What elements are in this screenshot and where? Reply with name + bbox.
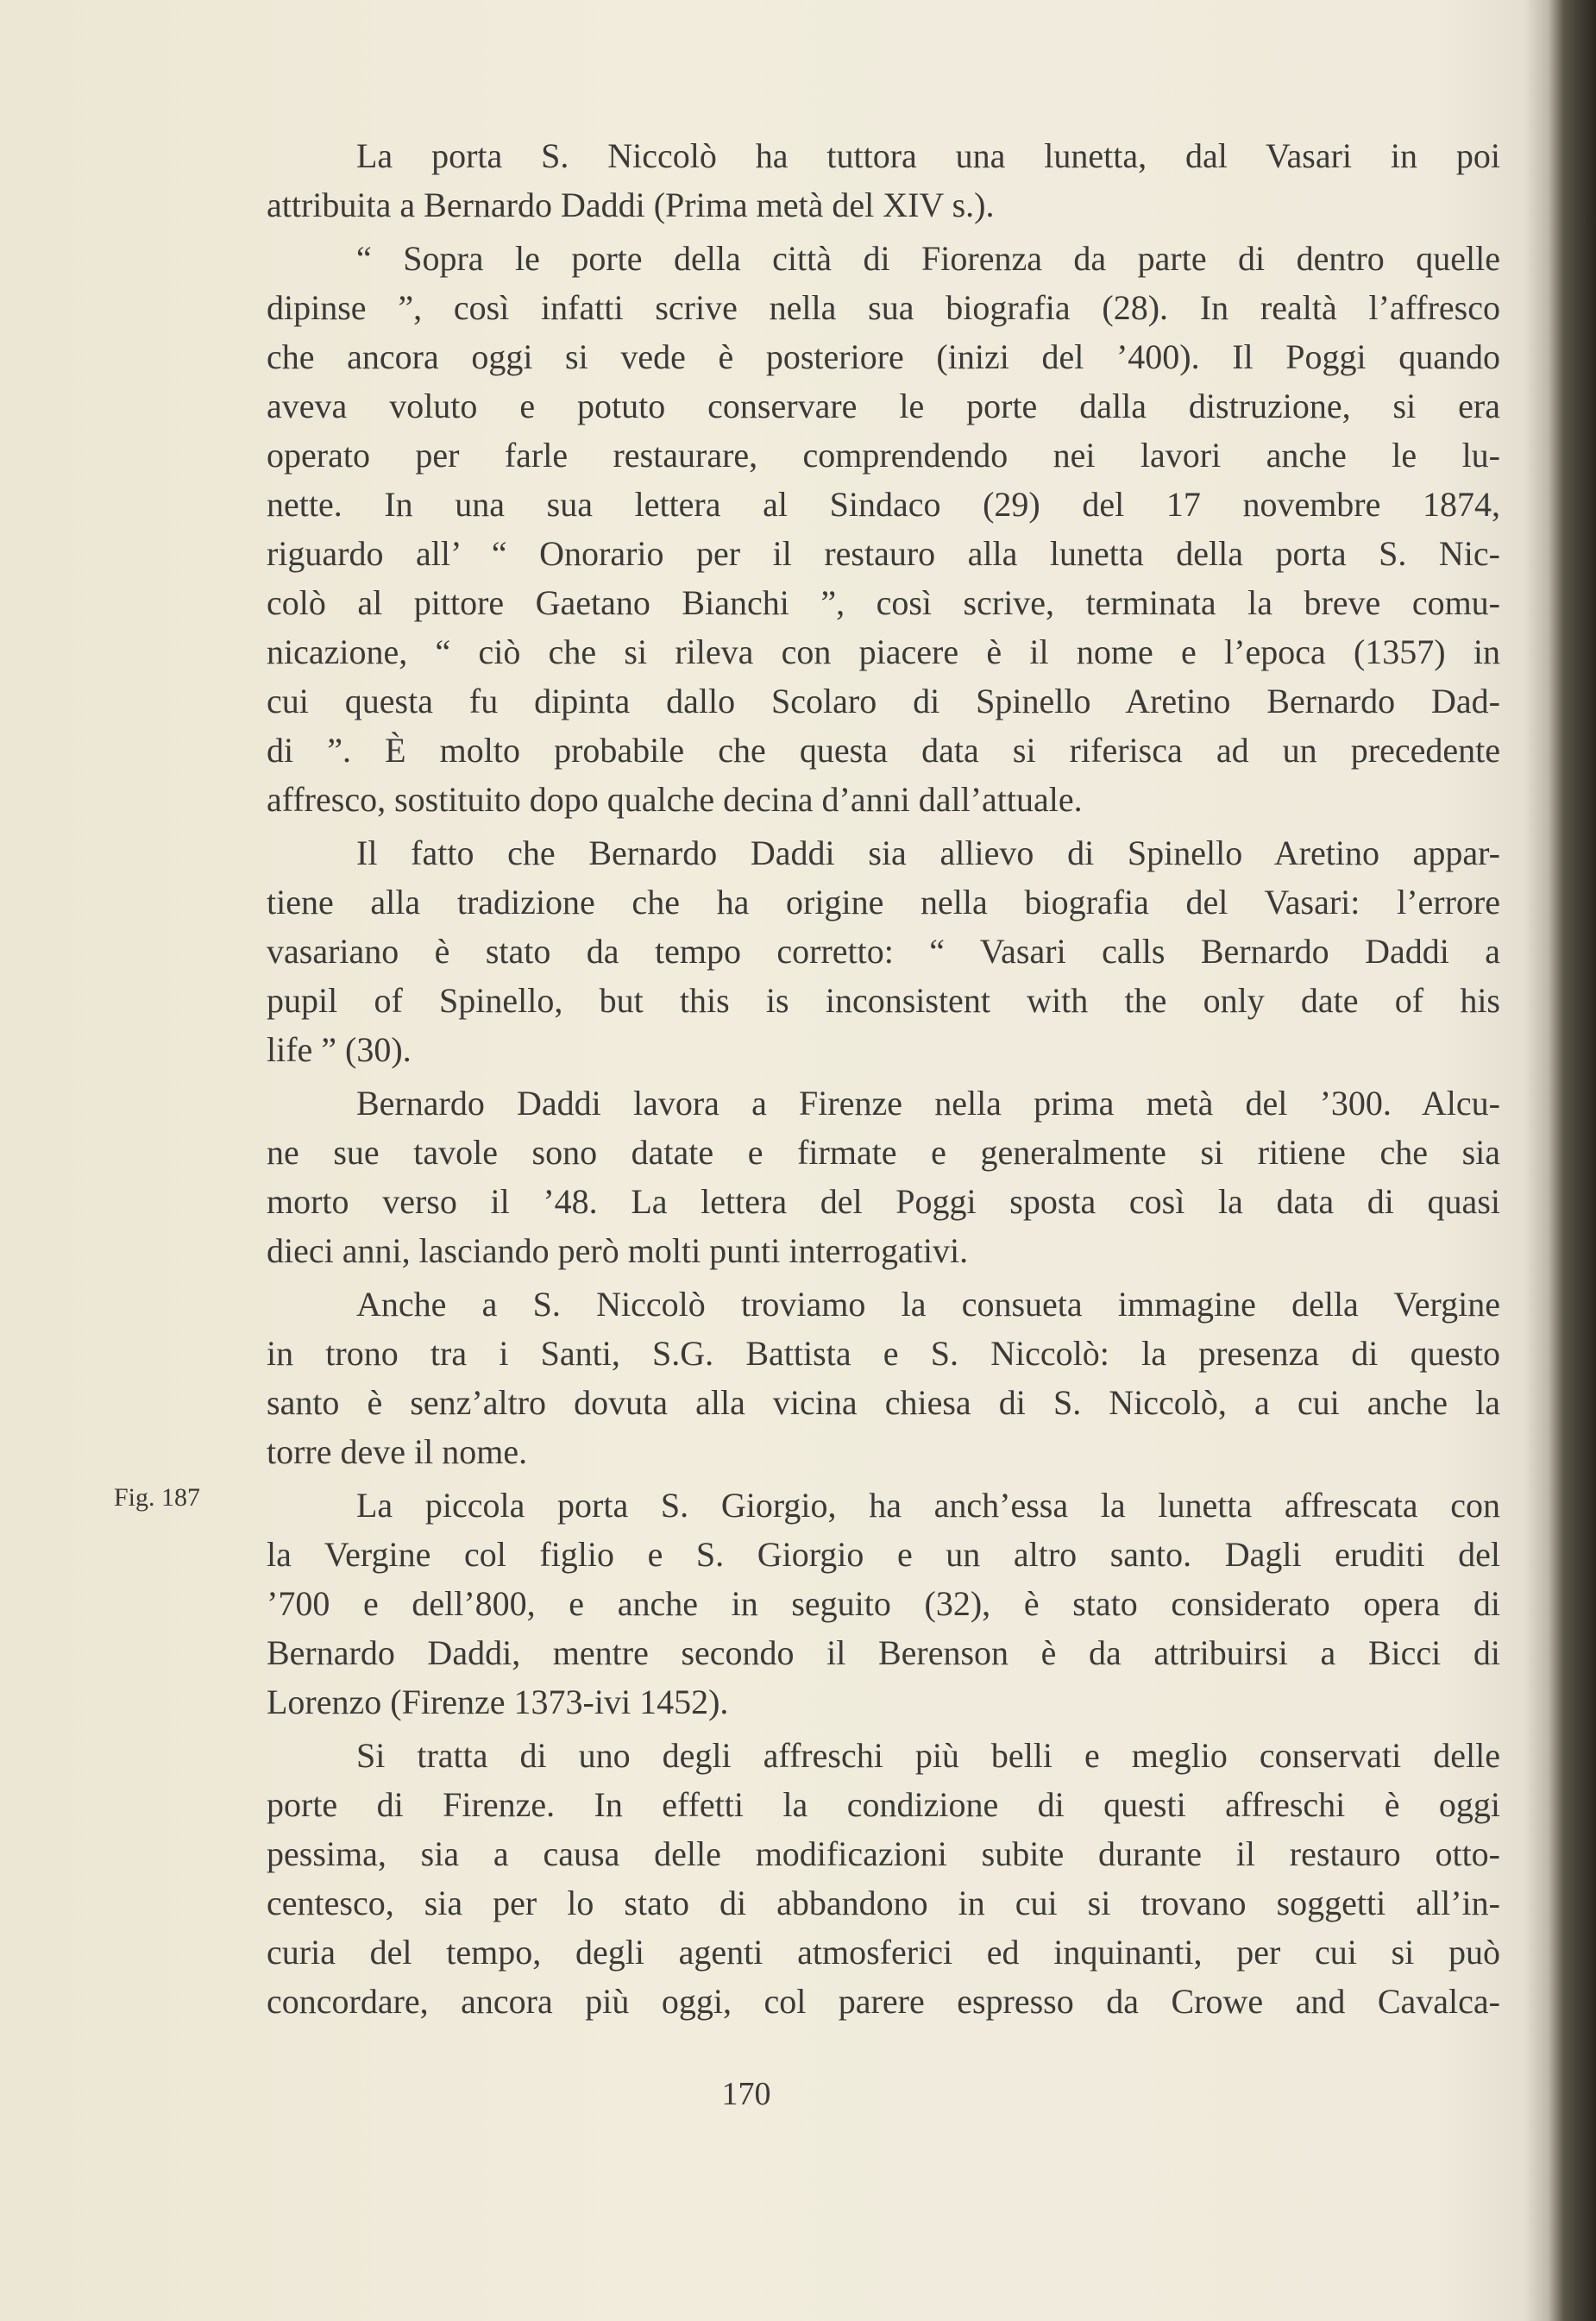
text-line: tiene alla tradizione che ha origine nella biografia del Vasari: l’errore [267, 883, 1500, 921]
text-line: la Vergine col figlio e S. Giorgio e un altro santo. Dagli eruditi del [267, 1535, 1500, 1574]
paragraph [267, 1481, 1500, 1727]
figure-reference: Fig. 187 [114, 1483, 201, 1512]
text-line: di ”. È molto probabile che questa data si riferisca ad un precedente [267, 731, 1500, 770]
paragraph [267, 1280, 1500, 1476]
text-line: aveva voluto e potuto conservare le porte dalla distruzione, si era [267, 387, 1500, 425]
text-line: La porta S. Niccolò ha tuttora una lunetta, dal Vasari in poi [356, 136, 1500, 175]
text-line: Bernardo Daddi, mentre secondo il Berenson è da attribuirsi a Bicci di [267, 1633, 1500, 1672]
text-line: operato per farle restaurare, comprendendo nei lavori anche le lu- [267, 436, 1500, 475]
text-line: cui questa fu dipinta dallo Scolaro di Spinello Aretino Bernardo Dad- [267, 682, 1500, 720]
text-line: torre deve il nome. [267, 1432, 528, 1471]
text-line: Il fatto che Bernardo Daddi sia allievo di Spinello Aretino appar- [356, 833, 1500, 872]
paragraph [267, 1079, 1500, 1275]
text-line: nette. In una sua lettera al Sindaco (29) del 17 novembre 1874, [267, 485, 1500, 524]
text-line: pessima, sia a causa delle modificazioni subite durante il restauro otto- [267, 1834, 1500, 1873]
text-line: Bernardo Daddi lavora a Firenze nella prima metà del ’300. Alcu- [356, 1084, 1500, 1123]
text-line: ne sue tavole sono datate e firmate e generalmente si ritiene che sia [267, 1133, 1500, 1172]
text-line: colò al pittore Gaetano Bianchi ”, così scrive, terminata la breve comu- [267, 583, 1500, 622]
text-line: centesco, sia per lo stato di abbandono in cui si trovano soggetti all’in- [267, 1884, 1500, 1922]
text-line: in trono tra i Santi, S.G. Battista e S. Niccolò: la presenza di questo [267, 1334, 1500, 1373]
paragraph [267, 1731, 1500, 2026]
text-line: morto verso il ’48. La lettera del Poggi sposta così la data di quasi [267, 1182, 1500, 1221]
paragraph [267, 234, 1500, 824]
text-line: porte di Firenze. In effetti la condizione di questi affreschi è oggi [267, 1785, 1500, 1824]
text-line: concordare, ancora più oggi, col parere espresso da Crowe and Cavalca- [267, 1982, 1500, 2021]
text-line: ’700 e dell’800, e anche in seguito (32), è stato considerato opera di [267, 1584, 1500, 1623]
paragraph [267, 131, 1500, 230]
text-line: dieci anni, lasciando però molti punti interrogativi. [267, 1231, 969, 1270]
text-line: santo è senz’altro dovuta alla vicina chiesa di S. Niccolò, a cui anche la [267, 1383, 1500, 1422]
text-line: pupil of Spinello, but this is inconsistent with the only date of his [267, 981, 1500, 1020]
text-line: Anche a S. Niccolò troviamo la consueta immagine della Vergine [356, 1285, 1500, 1324]
text-line: La piccola porta S. Giorgio, ha anch’essa la lunetta affrescata con [356, 1486, 1500, 1525]
text-line: riguardo all’ “ Onorario per il restauro alla lunetta della porta S. Nic- [267, 534, 1500, 573]
page-number: 170 [721, 2076, 771, 2112]
text-line: che ancora oggi si vede è posteriore (inizi del ’400). Il Poggi quando [267, 337, 1500, 376]
text-line: dipinse ”, così infatti scrive nella sua biografia (28). In realtà l’affresco [267, 288, 1500, 327]
text-line: vasariano è stato da tempo corretto: “ Vasari calls Bernardo Daddi a [267, 932, 1500, 971]
text-line: life ” (30). [267, 1030, 412, 1069]
paragraph [267, 828, 1500, 1074]
text-line: affresco, sostituito dopo qualche decina d’anni dall’attuale. [267, 780, 1083, 819]
text-line: “ Sopra le porte della città di Fiorenza da parte di dentro quelle [356, 239, 1500, 278]
text-line: Si tratta di uno degli affreschi più belli e meglio conservati delle [356, 1736, 1500, 1775]
text-line: Lorenzo (Firenze 1373-ivi 1452). [267, 1683, 729, 1721]
text-line: curia del tempo, degli agenti atmosferici ed inquinanti, per cui si può [267, 1933, 1500, 1972]
body-text [267, 131, 1500, 2030]
text-line: attribuita a Bernardo Daddi (Prima metà del XIV s.). [267, 186, 995, 224]
text-line: nicazione, “ ciò che si rileva con piacere è il nome e l’epoca (1357) in [267, 632, 1500, 671]
